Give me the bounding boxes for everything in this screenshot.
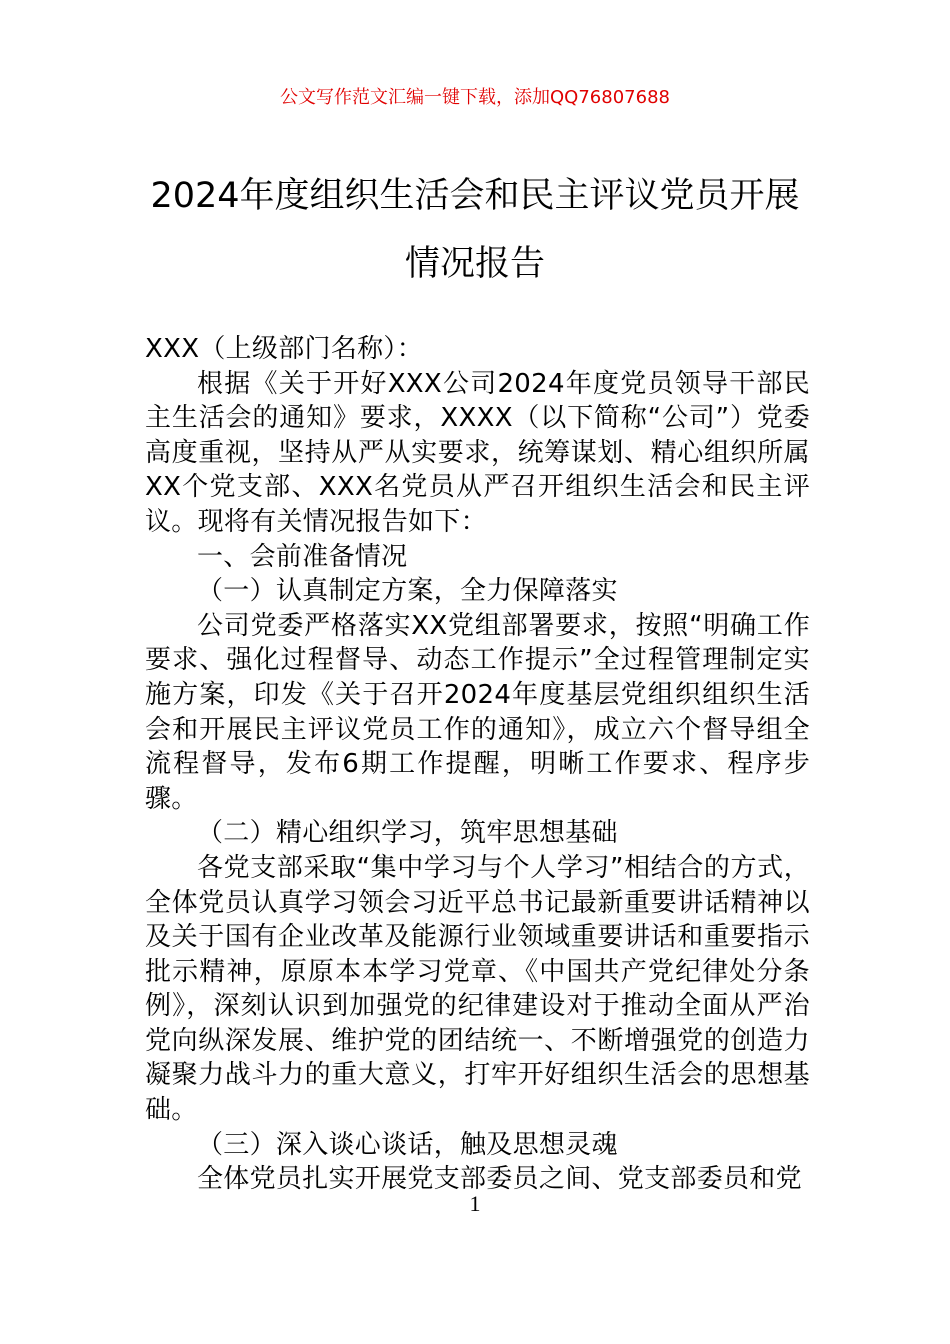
subsection-body-1: 公司党委严格落实XX党组部署要求，按照“明确工作要求、强化过程督导、动态工作提示”全过程管理制定实施方案，印发《关于召开2024年度基层党组织组织生活会和开展民主评议党员工作的通知》，成立六个督导组全流程督导，发布6期工作提醒，明晰工作要求、程序步骤。 <box>145 610 810 814</box>
subsection-heading-1: （一）认真制定方案，全力保障落实 <box>197 576 618 607</box>
subsection-heading-2: （二）精心组织学习，筑牢思想基础 <box>197 818 618 849</box>
download-banner: 公文写作范文汇编一键下载，添加QQ76807688 <box>280 87 670 108</box>
subsection-body-2: 各党支部采取“集中学习与个人学习”相结合的方式，全体党员认真学习领会习近平总书记最新重要讲话精神以及关于国有企业改革及能源行业领域重要讲话和重要指示批示精神，原原本本学习党章、《中国共产党纪律处分条例》，深刻认识到加强党的纪律建设对于推动全面从严治党向纵深发展、维护党的团结统一、不断增强党的创造力凝聚力战斗力的重大意义，打牢开好组织生活会的思想基础。 <box>145 852 810 1126</box>
intro-paragraph: 根据《关于开好XXX公司2024年度党员领导干部民主生活会的通知》要求，XXXX（以下简称“公司”）党委高度重视，坚持从严从实要求，统筹谋划、精心组织所属XX个党支部、XXX名党员从严召开组织生活会和民主评议。现将有关情况报告如下： <box>145 368 810 537</box>
document-title-line-2: 情况报告 <box>404 244 545 284</box>
subsection-body-3: 全体党员扎实开展党支部委员之间、党支部委员和党 <box>197 1164 802 1195</box>
page-number: 1 <box>469 1191 481 1216</box>
subsection-heading-3: （三）深入谈心谈话，触及思想灵魂 <box>197 1129 618 1160</box>
section-heading-1: 一、会前准备情况 <box>197 541 408 572</box>
salutation: XXX（上级部门名称）： <box>145 334 424 364</box>
document-title-line-1: 2024年度组织生活会和民主评议党员开展 <box>150 176 800 216</box>
document-body <box>145 332 810 1197</box>
